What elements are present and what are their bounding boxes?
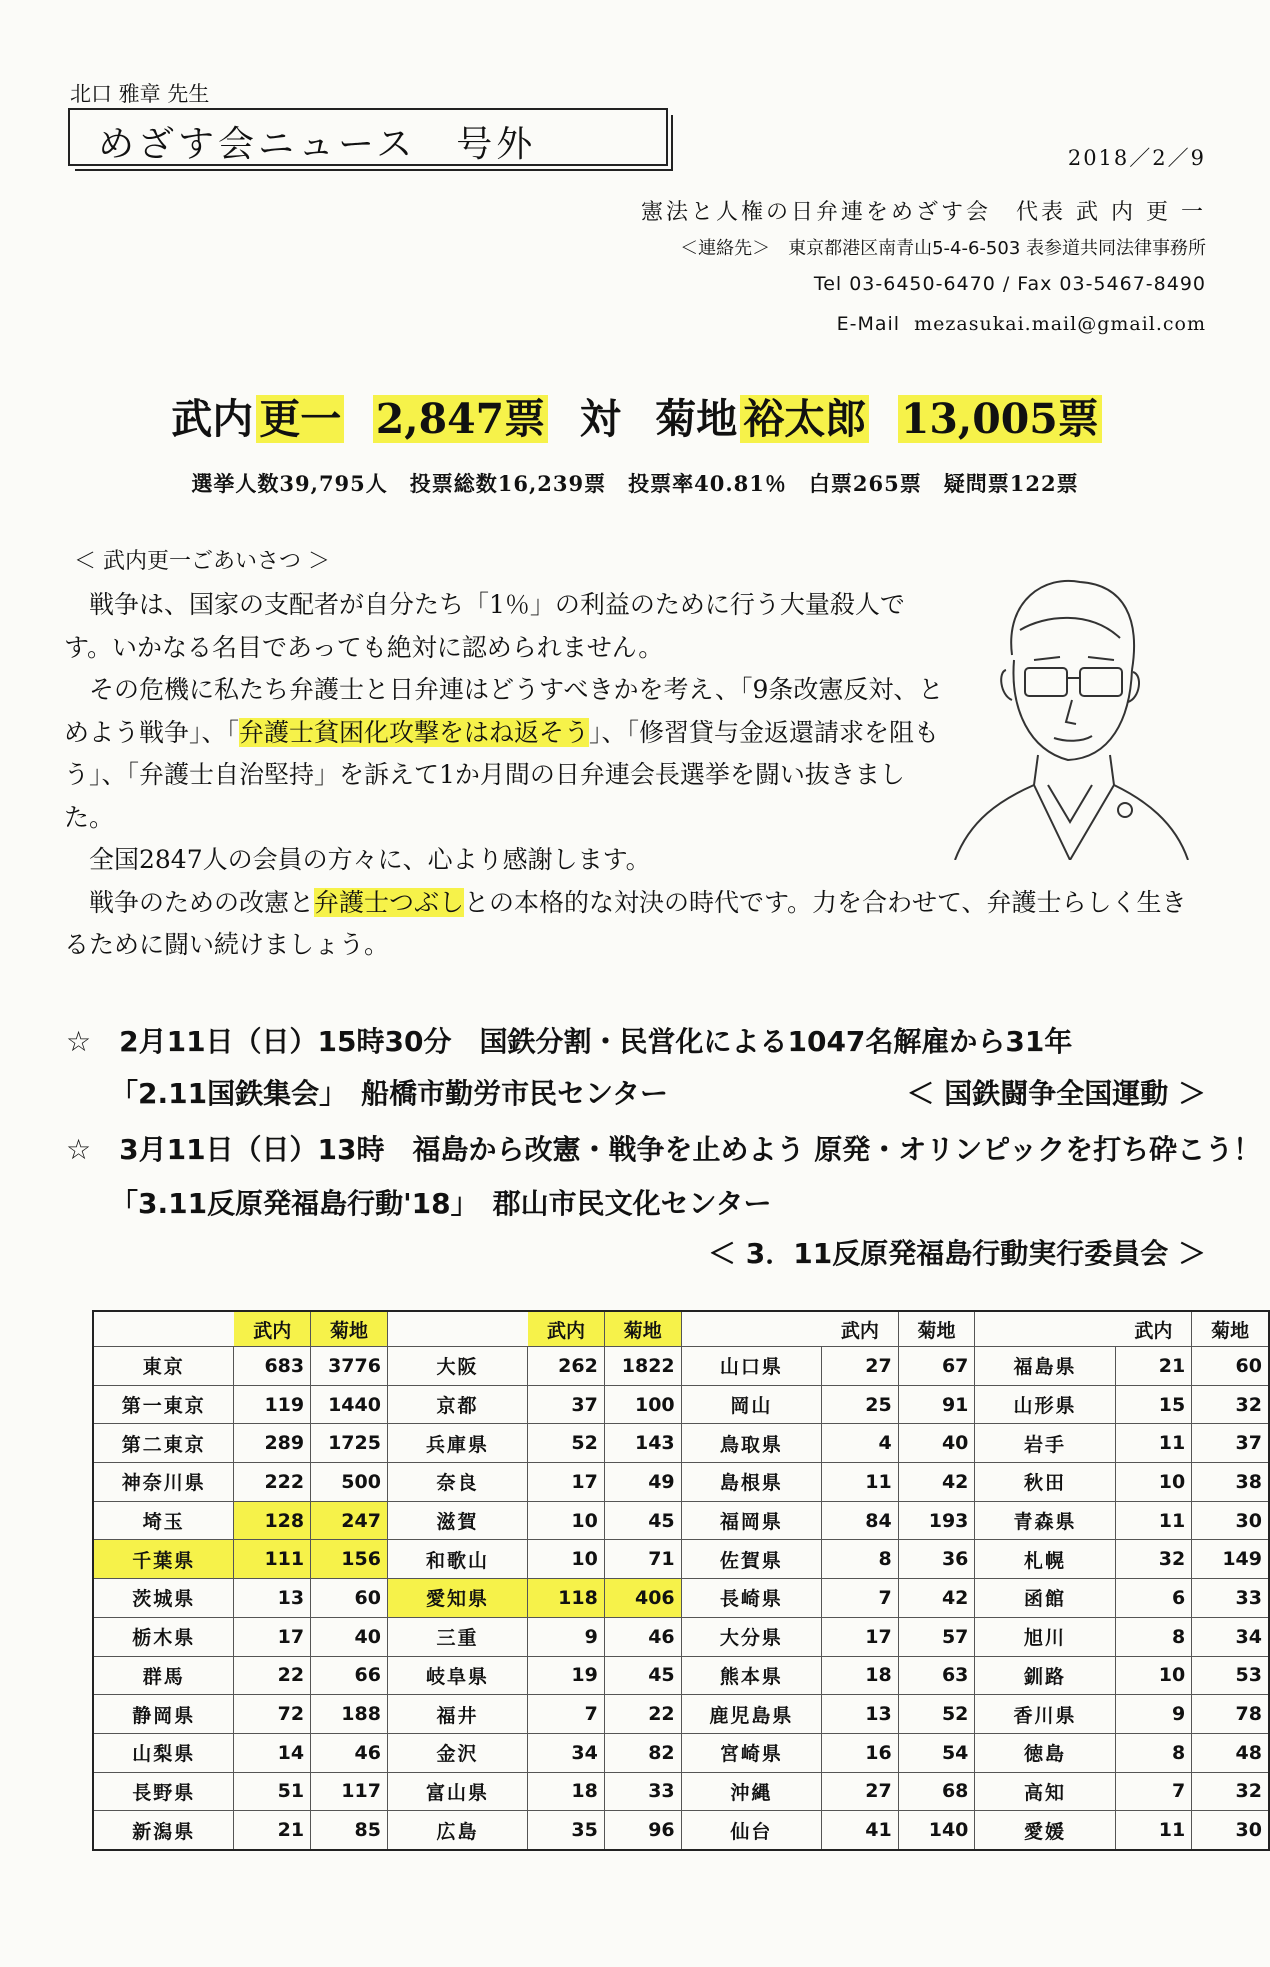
- takeuchi-votes: 13: [234, 1579, 311, 1618]
- takeuchi-votes: 25: [822, 1385, 899, 1424]
- kikuchi-votes: 85: [311, 1811, 388, 1850]
- takeuchi-votes: 13: [822, 1695, 899, 1734]
- event1-date-line: ☆ 2月11日（日）15時30分 国鉄分割・民営化による1047名解雇から31年: [66, 1025, 1073, 1058]
- region-name: 佐賀県: [681, 1540, 821, 1579]
- takeuchi-votes: 4: [822, 1424, 899, 1463]
- region-name: 熊本県: [681, 1656, 821, 1695]
- region-name: 山形県: [975, 1385, 1115, 1424]
- kikuchi-votes: 22: [604, 1695, 681, 1734]
- takeuchi-votes: 22: [234, 1656, 311, 1695]
- column-header-takeuchi: 武内: [234, 1311, 311, 1347]
- greeting-paragraph-1: 戦争は、国家の支配者が自分たち「1％」の利益のために行う大量殺人です。いかなる名目であっても絶対に認められません。: [64, 590, 905, 662]
- table-row: [93, 1733, 1269, 1772]
- kikuchi-votes: 46: [311, 1733, 388, 1772]
- region-name: 第二東京: [93, 1424, 234, 1463]
- kikuchi-votes: 33: [604, 1772, 681, 1811]
- kikuchi-votes: 3776: [311, 1347, 388, 1386]
- table-row: [93, 1772, 1269, 1811]
- contact-address: ＜連絡先＞ 東京都港区南青山5-4-6-503 表参道共同法律事務所: [680, 238, 1206, 259]
- takeuchi-votes: 17: [822, 1617, 899, 1656]
- column-header-kikuchi: 菊地: [604, 1311, 681, 1347]
- region-name: 兵庫県: [387, 1424, 527, 1463]
- kikuchi-votes: 36: [898, 1540, 975, 1579]
- table-row: [93, 1656, 1269, 1695]
- table-row: [93, 1811, 1269, 1850]
- region-name: 鹿児島県: [681, 1695, 821, 1734]
- region-name: 栃木県: [93, 1617, 234, 1656]
- kikuchi-votes: 406: [604, 1579, 681, 1618]
- region-name: 徳島: [975, 1733, 1115, 1772]
- event1-name-venue: 「2.11国鉄集会」 船橋市勤労市民センター: [110, 1077, 668, 1110]
- takeuchi-votes: 11: [1115, 1501, 1192, 1540]
- kikuchi-votes: 140: [898, 1811, 975, 1850]
- kikuchi-votes: 30: [1192, 1811, 1269, 1850]
- kikuchi-votes: 45: [604, 1656, 681, 1695]
- kikuchi-votes: 68: [898, 1772, 975, 1811]
- region-name: 新潟県: [93, 1811, 234, 1850]
- region-name: 愛知県: [387, 1579, 527, 1618]
- column-header-kikuchi: 菊地: [898, 1311, 975, 1347]
- addressee: 北口 雅章 先生: [70, 82, 210, 106]
- organization-line: 憲法と人権の日弁連をめざす会 代表 武 内 更 一: [641, 200, 1206, 225]
- kikuchi-votes: 30: [1192, 1501, 1269, 1540]
- candidate2-given-name: 裕太郎: [740, 395, 869, 443]
- email-label: E-Mail: [836, 313, 901, 335]
- region-name: 秋田: [975, 1463, 1115, 1502]
- kikuchi-votes: 32: [1192, 1385, 1269, 1424]
- region-name: 愛媛: [975, 1811, 1115, 1850]
- kikuchi-votes: 57: [898, 1617, 975, 1656]
- takeuchi-votes: 10: [1115, 1656, 1192, 1695]
- region-name: 茨城県: [93, 1579, 234, 1618]
- region-name: 沖縄: [681, 1772, 821, 1811]
- takeuchi-votes: 16: [822, 1733, 899, 1772]
- table-row: [93, 1540, 1269, 1579]
- region-name: 金沢: [387, 1733, 527, 1772]
- kikuchi-votes: 149: [1192, 1540, 1269, 1579]
- kikuchi-votes: 63: [898, 1656, 975, 1695]
- table-header-blank: [93, 1311, 234, 1347]
- candidate1-family-name: 武内: [171, 395, 254, 443]
- takeuchi-votes: 128: [234, 1501, 311, 1540]
- kikuchi-votes: 32: [1192, 1772, 1269, 1811]
- takeuchi-votes: 11: [822, 1463, 899, 1502]
- event2-name-venue: 「3.11反原発福島行動'18」 郡山市民文化センター: [110, 1187, 772, 1220]
- kikuchi-votes: 1440: [311, 1385, 388, 1424]
- takeuchi-votes: 21: [1115, 1347, 1192, 1386]
- region-name: 長野県: [93, 1772, 234, 1811]
- table-row: [93, 1424, 1269, 1463]
- kikuchi-votes: 46: [604, 1617, 681, 1656]
- takeuchi-votes: 15: [1115, 1385, 1192, 1424]
- kikuchi-votes: 38: [1192, 1463, 1269, 1502]
- kikuchi-votes: 53: [1192, 1656, 1269, 1695]
- region-name: 青森県: [975, 1501, 1115, 1540]
- kikuchi-votes: 91: [898, 1385, 975, 1424]
- table-row: [93, 1385, 1269, 1424]
- kikuchi-votes: 37: [1192, 1424, 1269, 1463]
- region-name: 岩手: [975, 1424, 1115, 1463]
- takeuchi-votes: 11: [1115, 1424, 1192, 1463]
- kikuchi-votes: 48: [1192, 1733, 1269, 1772]
- region-name: 山口県: [681, 1347, 821, 1386]
- takeuchi-votes: 8: [1115, 1733, 1192, 1772]
- candidate2-votes: 13,005票: [898, 395, 1102, 443]
- takeuchi-votes: 51: [234, 1772, 311, 1811]
- region-name: 長崎県: [681, 1579, 821, 1618]
- kikuchi-votes: 33: [1192, 1579, 1269, 1618]
- region-name: 岡山: [681, 1385, 821, 1424]
- takeuchi-votes: 8: [1115, 1617, 1192, 1656]
- takeuchi-votes: 17: [234, 1617, 311, 1656]
- column-header-takeuchi: 武内: [528, 1311, 605, 1347]
- column-header-takeuchi: 武内: [822, 1311, 899, 1347]
- region-name: 札幌: [975, 1540, 1115, 1579]
- takeuchi-votes: 9: [528, 1617, 605, 1656]
- takeuchi-votes: 111: [234, 1540, 311, 1579]
- region-name: 山梨県: [93, 1733, 234, 1772]
- takeuchi-votes: 72: [234, 1695, 311, 1734]
- kikuchi-votes: 40: [898, 1424, 975, 1463]
- vote-results-table: [92, 1310, 1270, 1851]
- kikuchi-votes: 247: [311, 1501, 388, 1540]
- table-row: [93, 1695, 1269, 1734]
- takeuchi-votes: 17: [528, 1463, 605, 1502]
- kikuchi-votes: 1725: [311, 1424, 388, 1463]
- region-name: 香川県: [975, 1695, 1115, 1734]
- table-row: [93, 1463, 1269, 1502]
- takeuchi-votes: 262: [528, 1347, 605, 1386]
- kikuchi-votes: 67: [898, 1347, 975, 1386]
- region-name: 神奈川県: [93, 1463, 234, 1502]
- kikuchi-votes: 193: [898, 1501, 975, 1540]
- greeting-paragraph-2: その危機に私たち弁護士と日弁連はどうすべきかを考え、「9条改憲反対、とめよう戦争」、「弁護士貧困化攻撃をはね返そう」、「修習貸与金返還請求を阻もう」、「弁護士自治堅持」を訴えて1か月間の日弁連会長選挙を闘い抜きました。: [64, 675, 944, 832]
- greeting-paragraph-4: 戦争のための改憲と弁護士つぶしとの本格的な対決の時代です。力を合わせて、弁護士らしく生きるために闘い続けましょう。: [64, 887, 1187, 959]
- region-name: 仙台: [681, 1811, 821, 1850]
- takeuchi-votes: 7: [822, 1579, 899, 1618]
- region-name: 和歌山: [387, 1540, 527, 1579]
- region-name: 島根県: [681, 1463, 821, 1502]
- greeting-heading: ＜ 武内更一ごあいさつ ＞: [74, 549, 330, 574]
- region-name: 宮崎県: [681, 1733, 821, 1772]
- region-name: 高知: [975, 1772, 1115, 1811]
- takeuchi-votes: 10: [528, 1501, 605, 1540]
- region-name: 旭川: [975, 1617, 1115, 1656]
- region-name: 第一東京: [93, 1385, 234, 1424]
- region-name: 千葉県: [93, 1540, 234, 1579]
- column-header-kikuchi: 菊地: [1192, 1311, 1269, 1347]
- column-header-takeuchi: 武内: [1115, 1311, 1192, 1347]
- highlight-phrase: 弁護士貧困化攻撃をはね返そう: [239, 717, 590, 747]
- portrait-sketch: [950, 560, 1190, 860]
- greeting-paragraph-3: 全国2847人の会員の方々に、心より感謝します。: [89, 845, 651, 874]
- table-header-blank: [975, 1311, 1115, 1347]
- kikuchi-votes: 100: [604, 1385, 681, 1424]
- takeuchi-votes: 18: [528, 1772, 605, 1811]
- kikuchi-votes: 82: [604, 1733, 681, 1772]
- region-name: 群馬: [93, 1656, 234, 1695]
- kikuchi-votes: 54: [898, 1733, 975, 1772]
- kikuchi-votes: 117: [311, 1772, 388, 1811]
- election-result-headline: [0, 386, 1270, 445]
- kikuchi-votes: 42: [898, 1463, 975, 1502]
- takeuchi-votes: 118: [528, 1579, 605, 1618]
- issue-date: 2018／2／9: [1067, 146, 1206, 170]
- takeuchi-votes: 18: [822, 1656, 899, 1695]
- kikuchi-votes: 49: [604, 1463, 681, 1502]
- takeuchi-votes: 6: [1115, 1579, 1192, 1618]
- kikuchi-votes: 40: [311, 1617, 388, 1656]
- kikuchi-votes: 500: [311, 1463, 388, 1502]
- candidate1-given-name: 更一: [256, 395, 344, 443]
- region-name: 東京: [93, 1347, 234, 1386]
- region-name: 奈良: [387, 1463, 527, 1502]
- takeuchi-votes: 222: [234, 1463, 311, 1502]
- region-name: 函館: [975, 1579, 1115, 1618]
- table-row: [93, 1617, 1269, 1656]
- region-name: 埼玉: [93, 1501, 234, 1540]
- event2-organizer: ＜ 3．11反原発福島行動実行委員会 ＞: [708, 1237, 1206, 1270]
- kikuchi-votes: 71: [604, 1540, 681, 1579]
- takeuchi-votes: 14: [234, 1733, 311, 1772]
- candidate1-votes: 2,847票: [373, 395, 548, 443]
- region-name: 福岡県: [681, 1501, 821, 1540]
- greeting-upper-block: [64, 584, 944, 882]
- table-row: [93, 1579, 1269, 1618]
- takeuchi-votes: 84: [822, 1501, 899, 1540]
- kikuchi-votes: 156: [311, 1540, 388, 1579]
- takeuchi-votes: 7: [1115, 1772, 1192, 1811]
- kikuchi-votes: 45: [604, 1501, 681, 1540]
- region-name: 滋賀: [387, 1501, 527, 1540]
- kikuchi-votes: 188: [311, 1695, 388, 1734]
- table-row: [93, 1347, 1269, 1386]
- takeuchi-votes: 9: [1115, 1695, 1192, 1734]
- region-name: 釧路: [975, 1656, 1115, 1695]
- table-row: [93, 1501, 1269, 1540]
- event2-date-line: ☆ 3月11日（日）13時 福島から改憲・戦争を止めよう 原発・オリンピックを打ち砕こう！: [66, 1133, 1262, 1166]
- region-name: 京都: [387, 1385, 527, 1424]
- region-name: 大分県: [681, 1617, 821, 1656]
- takeuchi-votes: 27: [822, 1772, 899, 1811]
- kikuchi-votes: 78: [1192, 1695, 1269, 1734]
- highlight-phrase: 弁護士つぶし: [314, 887, 465, 917]
- region-name: 富山県: [387, 1772, 527, 1811]
- takeuchi-votes: 52: [528, 1424, 605, 1463]
- kikuchi-votes: 143: [604, 1424, 681, 1463]
- event1-organizer: ＜ 国鉄闘争全国運動 ＞: [906, 1077, 1206, 1110]
- takeuchi-votes: 19: [528, 1656, 605, 1695]
- contact-email: [837, 313, 1206, 335]
- region-name: 広島: [387, 1811, 527, 1850]
- takeuchi-votes: 10: [1115, 1463, 1192, 1502]
- takeuchi-votes: 10: [528, 1540, 605, 1579]
- table-header-blank: [387, 1311, 527, 1347]
- table-header-row: [93, 1311, 1269, 1347]
- kikuchi-votes: 60: [1192, 1347, 1269, 1386]
- takeuchi-votes: 7: [528, 1695, 605, 1734]
- contact-phone: Tel 03-6450-6470 / Fax 03-5467-8490: [813, 273, 1206, 295]
- candidate2-family-name: 菊地: [655, 395, 738, 443]
- kikuchi-votes: 60: [311, 1579, 388, 1618]
- takeuchi-votes: 683: [234, 1347, 311, 1386]
- takeuchi-votes: 27: [822, 1347, 899, 1386]
- region-name: 静岡県: [93, 1695, 234, 1734]
- kikuchi-votes: 42: [898, 1579, 975, 1618]
- email-address[interactable]: mezasukai.mail@gmail.com: [914, 313, 1206, 335]
- column-header-kikuchi: 菊地: [311, 1311, 388, 1347]
- takeuchi-votes: 41: [822, 1811, 899, 1850]
- region-name: 岐阜県: [387, 1656, 527, 1695]
- takeuchi-votes: 119: [234, 1385, 311, 1424]
- region-name: 大阪: [387, 1347, 527, 1386]
- kikuchi-votes: 52: [898, 1695, 975, 1734]
- kikuchi-votes: 66: [311, 1656, 388, 1695]
- region-name: 三重: [387, 1617, 527, 1656]
- region-name: 福島県: [975, 1347, 1115, 1386]
- takeuchi-votes: 21: [234, 1811, 311, 1850]
- newsletter-title: めざす会ニュース 号外: [98, 124, 537, 165]
- newsletter-title-box: [68, 108, 668, 166]
- kikuchi-votes: 1822: [604, 1347, 681, 1386]
- takeuchi-votes: 37: [528, 1385, 605, 1424]
- region-name: 鳥取県: [681, 1424, 821, 1463]
- versus-label: 対: [579, 395, 621, 443]
- election-statistics: 選挙人数39,795人 投票総数16,239票 投票率40.81％ 白票265票 疑問票122票: [191, 471, 1079, 496]
- table-header-blank: [681, 1311, 821, 1347]
- takeuchi-votes: 289: [234, 1424, 311, 1463]
- kikuchi-votes: 34: [1192, 1617, 1269, 1656]
- takeuchi-votes: 8: [822, 1540, 899, 1579]
- takeuchi-votes: 34: [528, 1733, 605, 1772]
- takeuchi-votes: 32: [1115, 1540, 1192, 1579]
- kikuchi-votes: 96: [604, 1811, 681, 1850]
- takeuchi-votes: 35: [528, 1811, 605, 1850]
- takeuchi-votes: 11: [1115, 1811, 1192, 1850]
- region-name: 福井: [387, 1695, 527, 1734]
